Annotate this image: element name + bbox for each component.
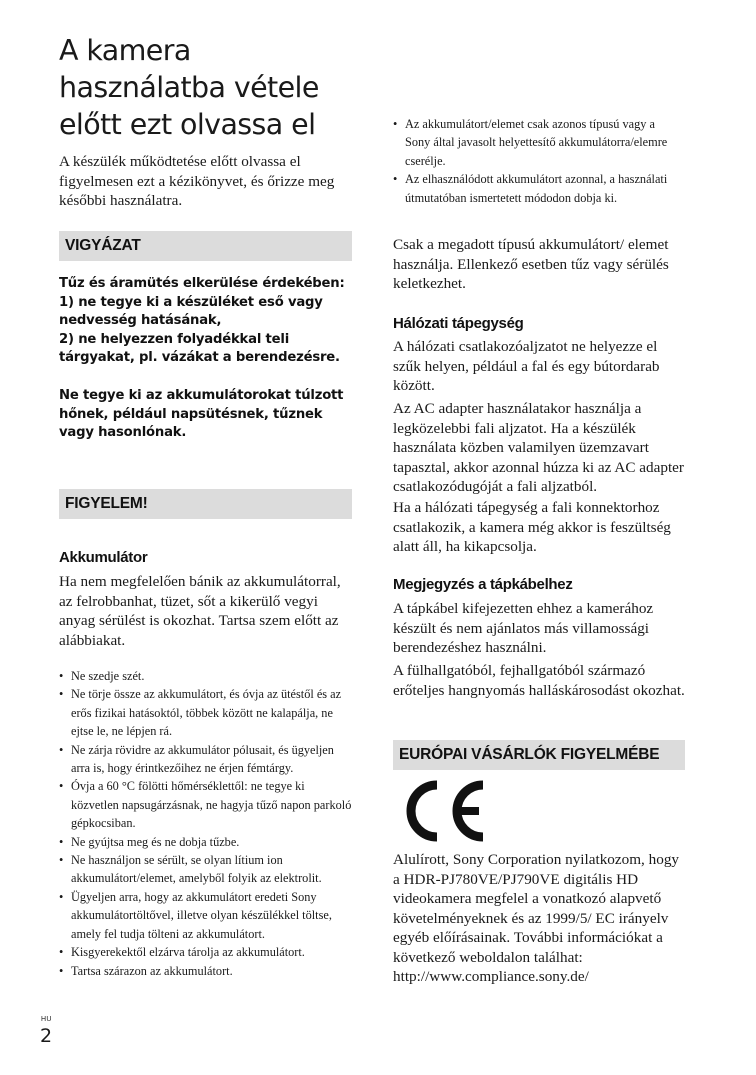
bullet-icon: • xyxy=(59,945,64,960)
power-text-3: Ha a hálózati tápegység a fali konnektorhoz csatlakozik, a kamera még akkor is feszültség alatt áll, ha kikapcsolja. xyxy=(393,499,671,555)
power-text-1: A hálózati csatlakozóaljzatot ne helyezze el szűk helyen, például a fal és egy bútordarab között. xyxy=(393,338,660,394)
list-item: • Ne gyújtsa meg és ne dobja tűzbe. xyxy=(59,833,354,851)
page-number: 2 xyxy=(40,1025,53,1047)
list-item: • Ne használjon se sérült, se olyan lítium ion akkumulátort/elemet, amelyből folyik az elektrolit. xyxy=(59,853,322,886)
bullet-icon: • xyxy=(59,687,64,702)
eu-heading: EURÓPAI VÁSÁRLÓK FIGYELMÉBE xyxy=(393,740,685,770)
bullet-icon: • xyxy=(59,742,64,757)
list-item: • Az akkumulátort/elemet csak azonos típusú vagy a Sony által javasolt helyettesítő akkumulátorra/elemre cserélje. xyxy=(393,117,668,168)
caution-heading: FIGYELEM! xyxy=(59,489,352,519)
power-subheading: Hálózati tápegység xyxy=(393,315,524,332)
bullet-icon: • xyxy=(59,779,64,794)
intro-text: A készülék működtetése előtt olvassa el figyelmesen ezt a kézikönyvet, és őrizze meg későbbi használatra. xyxy=(59,153,335,209)
bullet-icon: • xyxy=(393,172,398,187)
bullet-icon: • xyxy=(59,963,64,978)
bullet-icon: • xyxy=(59,889,64,904)
list-item: • Ne törje össze az akkumulátort, és óvja az ütéstől és az erős fizikai hatásoktól, többek között ne kalapálja, ne ejtse le, ne lépjen rá. xyxy=(59,687,342,739)
warning-text-fire: Tűz és áramütés elkerülése érdekében: 1) ne tegye ki a készüléket eső vagy nedvesség hatásának, 2) ne helyezzen folyadékkal teli tárgyakat, pl. vázákat a berendezésre. xyxy=(59,276,345,365)
battery-subheading: Akkumulátor xyxy=(59,549,148,566)
cable-text-2: A fülhallgatóból, fejhallgatóból származó erőteljes hangnyomás halláskárosodást okozhat. xyxy=(393,662,685,699)
language-code: HU xyxy=(41,1016,52,1023)
page-title: A kamera használatba vétele előtt ezt olvassa el xyxy=(59,34,319,141)
battery-intro-text: Ha nem megfelelően bánik az akkumulátorral, az felrobbanhat, tüzet, sőt a kikerülő vegyi anyag sérülést is okozhat. Tartsa szem előtt az alábbiakat. xyxy=(59,573,341,649)
list-item: • Az elhasználódott akkumulátort azonnal, a használati útmutatóban ismertetett módodon dobja ki. xyxy=(393,172,668,205)
list-item: • Ügyeljen arra, hogy az akkumulátort eredeti Sony akkumulátortöltővel, illetve olyan készülékkel töltse, amely fel tudja tölteni az akkumulátort. xyxy=(59,889,332,941)
battery-type-note: Csak a megadott típusú akkumulátort/ elemet használja. Ellenkező esetben tűz vagy sérülés keletkezhet. xyxy=(393,236,669,292)
power-text-2: Az AC adapter használatakor használja a legközelebbi fali aljzatot. Ha a készülék használata közben valamilyen üzemzavart tapasztal, akkor azonnal húzza ki az AC adapter csatlakozódugóját a fali aljzatból. xyxy=(393,400,684,495)
list-item: • Ne zárja rövidre az akkumulátor pólusait, és ügyeljen arra is, hogy érintkezőihez ne érjen fémtárgy. xyxy=(59,742,334,776)
list-item: • Ne szedje szét. xyxy=(59,667,354,685)
bullet-icon: • xyxy=(393,117,398,131)
list-item: • Tartsa szárazon az akkumulátort. xyxy=(59,962,354,980)
list-item: • Óvja a 60 °C fölötti hőmérséklettől: ne tegye ki közvetlen napsugárzásnak, ne hagyja tűző napon parkoló gépkocsiban. xyxy=(59,779,352,831)
bullet-icon: • xyxy=(59,853,64,868)
warning-text-heat: Ne tegye ki az akkumulátorokat túlzott hőnek, például napsütésnek, tűznek vagy hasonlónak. xyxy=(59,388,344,440)
replacement-bullet-list xyxy=(393,115,683,207)
list-item: • Kisgyerekektől elzárva tárolja az akkumulátort. xyxy=(59,943,354,961)
battery-bullet-list xyxy=(59,667,354,980)
cable-text-1: A tápkábel kifejezetten ehhez a kamerához készült és nem ajánlatos más villamossági berendezéshez használni. xyxy=(393,600,654,656)
cable-subheading: Megjegyzés a tápkábelhez xyxy=(393,576,573,593)
ce-logo-icon xyxy=(393,779,487,843)
warning-heading: VIGYÁZAT xyxy=(59,231,352,261)
eu-declaration-text: Alulírott, Sony Corporation nyilatkozom, hogy a HDR-PJ780VE/PJ790VE digitális HD videokamera megfelel a vonatkozó alapvető követelményeknek és az 1999/5/ EC irányelv egyéb előírásainak. További információkat a következő weboldalon találhat: http://www.compliance.sony.de/ xyxy=(393,851,680,985)
bullet-icon: • xyxy=(59,834,64,849)
bullet-icon: • xyxy=(59,669,64,683)
